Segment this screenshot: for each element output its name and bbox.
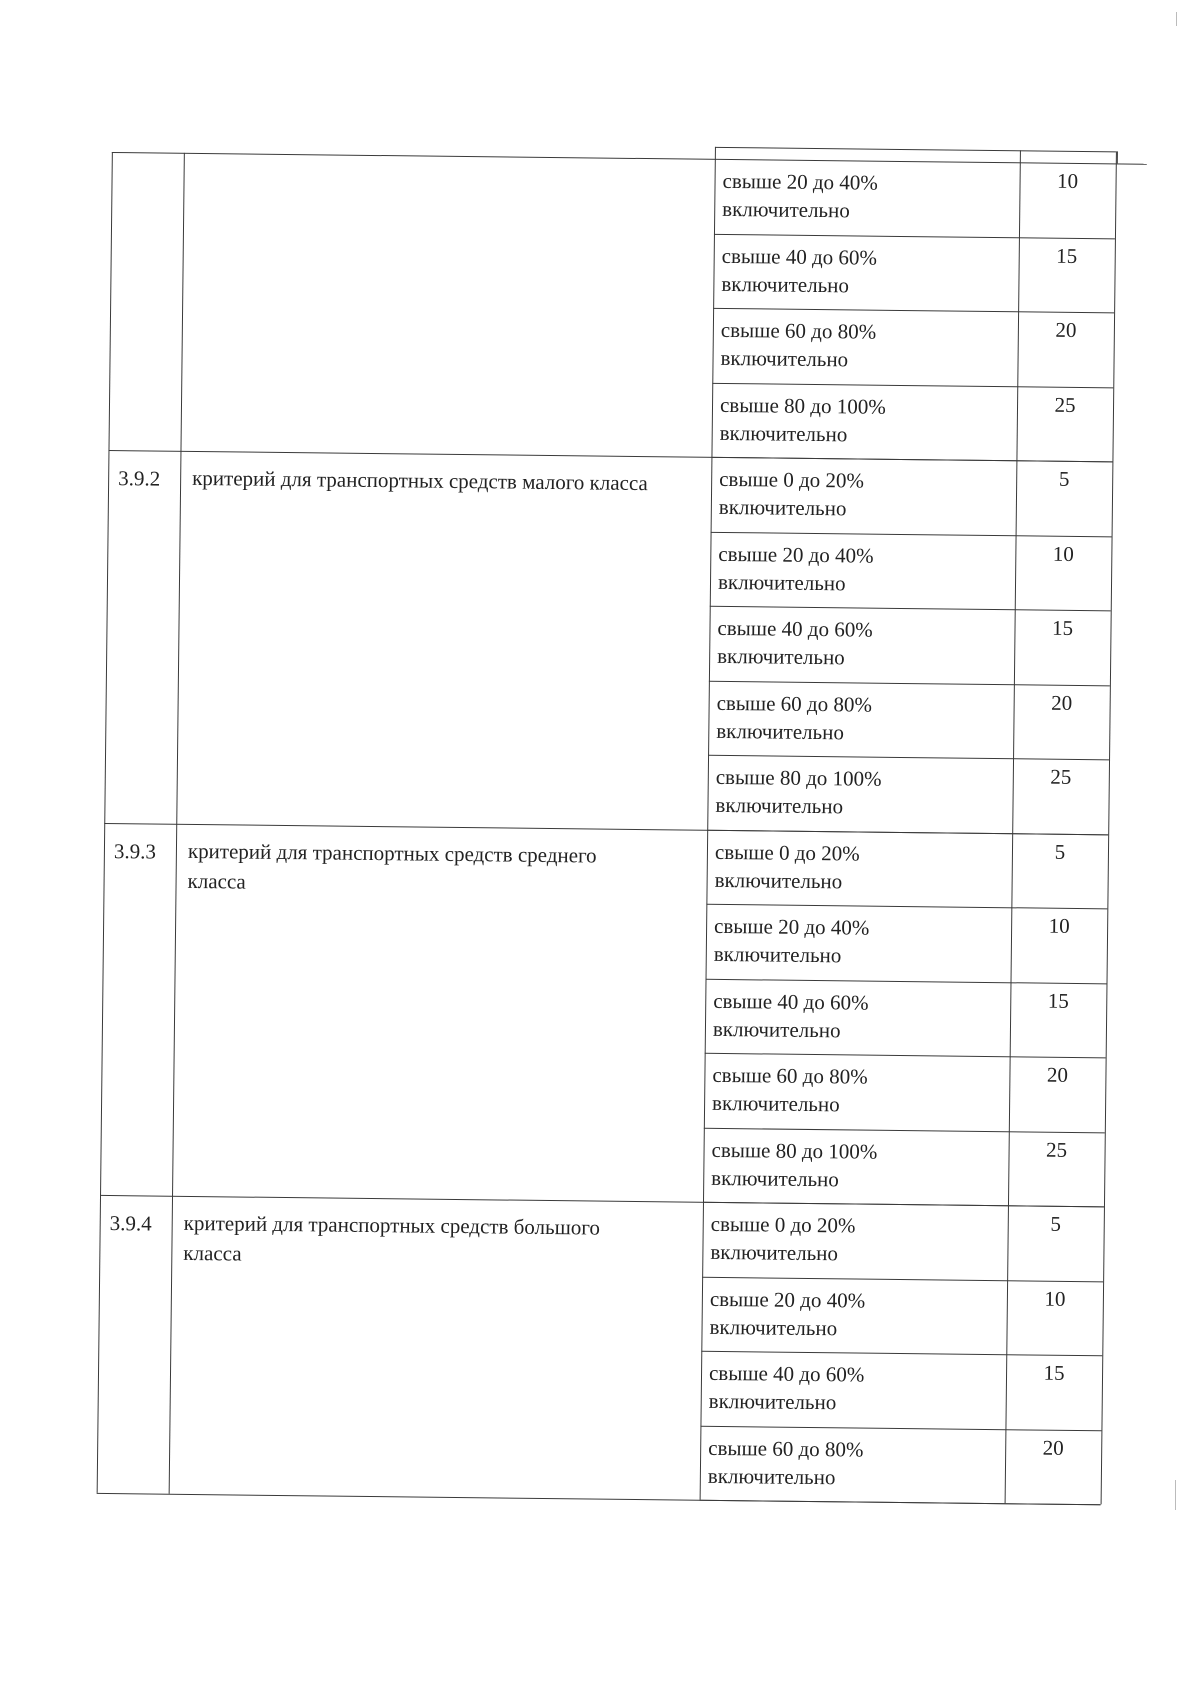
row-border [715, 147, 1116, 153]
score-value: 10 [1052, 541, 1075, 566]
criteria-table [96, 140, 1167, 1575]
row-border [713, 308, 1114, 314]
range-label: свыше 0 до 20% [710, 1211, 856, 1238]
range-suffix: включительно [711, 1165, 839, 1191]
criterion-label: критерий для транспортных средств малого класса [192, 465, 648, 496]
score-value: 10 [1044, 1286, 1066, 1311]
row-border [704, 1127, 1105, 1133]
score-value: 20 [1046, 1062, 1069, 1087]
range-suffix: включительно [718, 494, 847, 521]
row-border [709, 680, 1110, 686]
score-value: 10 [1048, 913, 1070, 938]
row-border [701, 1351, 1102, 1357]
item-number: 3.9.2 [118, 466, 161, 491]
range-label: свыше 20 до 40% [718, 541, 874, 568]
range-suffix: включительно [711, 1090, 840, 1117]
row-border [702, 1276, 1103, 1282]
range-suffix: включительно [709, 1314, 838, 1340]
row-border [714, 233, 1115, 239]
row-border [708, 755, 1109, 761]
range-label: свыше 60 до 80% [712, 1062, 868, 1089]
row-border [97, 1493, 1101, 1506]
row-border [706, 904, 1107, 910]
score-value: 15 [1047, 988, 1069, 1013]
score-value: 15 [1051, 615, 1074, 640]
range-label: свыше 20 до 40% [713, 913, 870, 940]
row-border [705, 1053, 1106, 1059]
range-label: свыше 80 до 100% [711, 1137, 878, 1164]
score-value: 10 [1056, 168, 1079, 193]
score-value: 5 [1054, 839, 1066, 864]
range-label: свыше 20 до 40% [709, 1286, 866, 1313]
range-suffix: включительно [710, 1239, 839, 1266]
column-border [1101, 151, 1118, 1504]
range-label: свыше 80 до 100% [715, 764, 882, 791]
range-suffix: включительно [715, 792, 844, 819]
scan-artifact [1175, 1480, 1176, 1510]
score-value: 20 [1051, 690, 1073, 715]
range-suffix: включительно [708, 1388, 837, 1415]
range-suffix: включительно [713, 941, 842, 968]
row-border [706, 978, 1107, 984]
range-label: свыше 0 до 20% [719, 466, 865, 493]
range-label: свыше 20 до 40% [722, 168, 878, 195]
range-label: свыше 40 до 60% [708, 1360, 865, 1387]
range-suffix: включительно [719, 420, 848, 446]
score-value: 20 [1042, 1435, 1064, 1460]
row-border [100, 1195, 1104, 1208]
scan-artifact [1176, 12, 1177, 26]
range-suffix: включительно [717, 569, 846, 595]
range-label: свыше 60 до 80% [708, 1435, 864, 1462]
range-suffix: включительно [714, 867, 843, 893]
range-label: свыше 0 до 20% [714, 839, 860, 866]
score-value: 15 [1056, 243, 1078, 268]
range-suffix: включительно [712, 1016, 841, 1042]
range-suffix: включительно [721, 271, 850, 297]
range-suffix: включительно [720, 345, 849, 372]
criterion-label: критерий для транспортных средств большого класса [183, 1210, 601, 1266]
score-value: 5 [1058, 466, 1070, 491]
range-suffix: включительно [722, 196, 850, 223]
range-label: свыше 60 до 80% [716, 690, 873, 717]
range-suffix: включительно [707, 1463, 836, 1489]
item-number: 3.9.4 [109, 1211, 152, 1236]
range-label: свыше 40 до 60% [721, 243, 878, 270]
score-value: 20 [1055, 317, 1077, 342]
row-border [700, 1425, 1101, 1431]
row-border [104, 822, 1108, 835]
row-border [712, 382, 1113, 388]
range-label: свыше 40 до 60% [713, 988, 869, 1015]
range-suffix: включительно [716, 718, 845, 744]
row-border [711, 531, 1112, 537]
criterion-label: критерий для транспортных средств среднего класса [187, 838, 597, 894]
range-suffix: включительно [717, 643, 845, 670]
range-label: свыше 60 до 80% [720, 317, 877, 344]
range-label: свыше 40 до 60% [717, 615, 873, 642]
row-border [108, 450, 1112, 463]
score-value: 25 [1045, 1137, 1068, 1162]
row-border [112, 152, 1147, 165]
row-border [710, 606, 1111, 612]
score-value: 25 [1050, 764, 1072, 789]
range-label: свыше 80 до 100% [719, 392, 886, 419]
item-number: 3.9.3 [113, 838, 157, 864]
score-value: 15 [1043, 1360, 1065, 1385]
score-value: 25 [1054, 392, 1076, 417]
score-value: 5 [1050, 1211, 1062, 1236]
